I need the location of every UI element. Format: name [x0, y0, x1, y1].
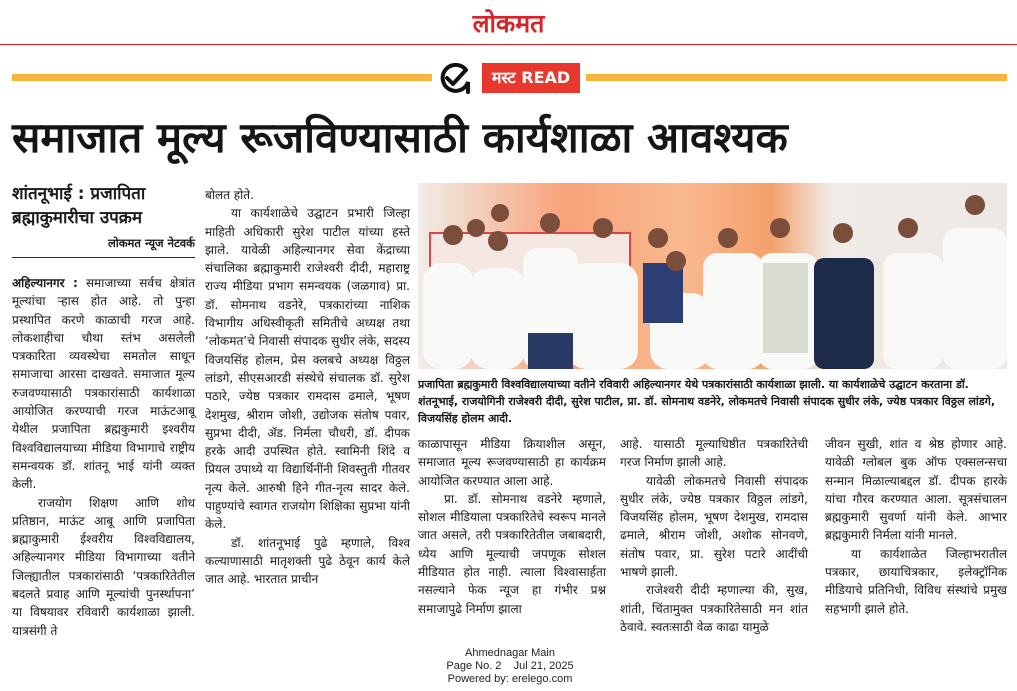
paragraph: डॉ. शांतनूभाई पुढे म्हणाले, विश्व कल्याणासाठी मातृशक्ती पुढे ठेवून कार्य केले जात आहे. भारतात प्राचीन [205, 535, 410, 587]
paragraph: राजयोग शिक्षण आणि शोध प्रतिष्ठान, माऊंट आबू आणि प्रजापिता ब्रह्माकुमारी ईश्वरीय विश्वविद्यालय, अहिल्यानगर मीडिया विभागाच्या वतीने जिल्ह्यातील पत्रकारांसाठी ‘पत्रकारितेतील बदलते प्रवाह आणि मूल्यांची पुनर्स्थापना’ या विषयावर रविवारी कार्यशाळा झाली. यात्रसंगी ते [12, 495, 195, 638]
paragraph: राजेश्वरी दीदी म्हणाल्या की, सुख, शांती, चिंतामुक्त पत्रकारितेसाठी मन शांत ठेवावे. स्वतःसाठी वेळ काढा यामुळे [620, 583, 808, 634]
article-subheadline: शांतनूभाई : प्रजापिता ब्रह्माकुमारीचा उपक्रम [12, 184, 146, 228]
paragraph: प्रा. डॉ. सोमनाथ वडनेरे म्हणाले, सोशल मीडियाला पत्रकारितेचे स्वरूप मानले जात असले, तरी पत्रकारितेतील जबाबदारी, ध्येय आणि मूल्याची जपणूक सोशल मीडियात होत नाही. त्याला विश्वासार्हता नसल्याने फेक न्यूज हा गंभीर प्रश्न समाजापुढे निर्माण झाला [418, 491, 606, 616]
article-headline: समाजात मूल्य रूजविण्यासाठी कार्यशाळा आवश्यक [12, 113, 788, 162]
powered-by: Powered by: erelego.com [447, 673, 573, 685]
paragraph: आहे. यासाठी मूल्याधिष्ठीत पत्रकारितेची गरज निर्माण झाली आहे. [620, 437, 808, 470]
article-column-5 [825, 435, 1007, 618]
event-photo-illustration [418, 183, 1007, 369]
byline: लोकमत न्यूज नेटवर्क [107, 236, 195, 250]
masthead-divider [0, 44, 1017, 45]
byline-divider [12, 257, 195, 258]
paragraph: जीवन सुखी, शांत व श्रेष्ठ होणार आहे. यावेळी ग्लोबल बुक ऑफ एक्सलन्सचा सन्मान मिळाल्याबद्दल डॉ. दीपक हारके यांचा गौरव करण्यात आला. सूत्रसंचालन ब्रह्मकुमारी सुवर्णा यांनी केले. आभार ब्रह्मकुमारी निर्मला यांनी मानले. [825, 437, 1007, 543]
section-bar-left [12, 74, 432, 81]
dateline: अहिल्यानगर : [12, 276, 78, 290]
page-footer [380, 647, 640, 686]
article-column-1 [12, 274, 195, 640]
lokmat-logo: लोकमत [472, 9, 545, 38]
article-column-4 [620, 435, 808, 636]
paragraph: या कार्यशाळेत जिल्हाभरातील पत्रकार, छायाचित्रकार, इलेक्ट्रॉनिक मीडियाचे प्रतिनिधी, विविध संस्थांचे प्रमुख सहभागी झाले होते. [825, 546, 1007, 616]
section-bar-right [586, 74, 1007, 81]
paragraph: समाजाच्या सर्वच क्षेत्रांत मूल्यांचा ऱ्हास होत आहे. तो पुन्हा प्रस्थापित करणे काळाची गरज आहे. लोकशाहीचा चौथा स्तंभ असलेली पत्रकारिता व्यवस्थेचा समतोल साधून समाजाचा आरसा दाखवते. समाजात मूल्य रुजवण्यासाठी पत्रकारांसाठी कार्यशाळा आयोजित करण्याची गरज माऊंटआबू येथील प्रजापिता ब्रह्मकुमारी इश्वरीय विश्वविद्यालयाच्या मीडिया विभागाचे राष्ट्रीय समन्वयक डॉ. शांतनू भाई यांनी व्यक्त केली. [12, 276, 195, 492]
paragraph: या कार्यशाळेचे उद्घाटन प्रभारी जिल्हा माहिती अधिकारी सुरेश पाटील यांच्या हस्ते झाले. यावेळी अहिल्यानगर सेवा केंद्राच्या संचालिका ब्रह्माकुमारी राजेश्वरी दीदी, महाराष्ट्र राज्य मीडिया प्रभाग समन्वयक (जळगाव) प्रा. डॉ. सोमनाथ वडनेरे, पत्रकारांच्या नाशिक विभागीय अधिस्वीकृती समितीचे अध्यक्ष तथा ‘लोकमत’चे निवासी संपादक सुधीर लंके, सदस्य विजयसिंह होलम, प्रेस क्लबचे अध्यक्ष विठ्ठल लांडगे, सीएसआरडी संस्थेचे संचालक डॉ. सुरेश पठारे, ज्येष्ठ पत्रकार रामदास ढमाले, भूषण देशमुख, श्रीराम जोशी, उद्योजक संतोष पवार, सुप्रभा दीदी, ॲड. निर्मला चौधरी, डॉ. दीपक हरके आदी उपस्थित होते. स्वामिनी शिंदे व प्रियल उपाध्ये या विद्यार्थिनींनी शिवस्तुती गीतवर नृत्य केले. आरुषी हिने गीत-नृत्य सादर केले. पाहुण्यांचे स्वागत राजयोग शिक्षिका सुप्रभा यांनी केले. [205, 206, 410, 532]
check-circle-icon [438, 62, 472, 94]
article-column-3 [418, 435, 606, 618]
article-column-2 [205, 186, 410, 589]
page-number: Page No. 2 [446, 660, 502, 672]
event-photo [418, 183, 1007, 369]
photo-caption: प्रजापिता ब्रह्मकुमारी विश्वविद्यालयाच्या वतीने रविवारी अहिल्यानगर येथे पत्रकारांसाठी कार्यशाळा झाली. या कार्यशाळेचे उद्घाटन करताना डॉ. शंतनूभाई, राजयोगिनी राजेश्वरी दीदी, सुरेश पाटील, प्रा. डॉ. सोमनाथ वडनेरे, लोकमतचे निवासी संपादक सुधीर लंके, ज्येष्ठ पत्रकार विठ्ठल लांडगे, विजयसिंह होलम आदी. [418, 378, 996, 425]
paragraph: बोलत होते. [205, 188, 254, 202]
must-read-badge: मस्ट READ [482, 63, 580, 93]
publication-date: Jul 21, 2025 [513, 660, 574, 672]
edition-name: Ahmednagar Main [465, 647, 555, 659]
paragraph: काळापासून मीडिया क्रियाशील असून, समाजात मूल्य रूजवण्यासाठी हा कार्यक्रम आयोजित करण्यात आला आहे. [418, 437, 606, 488]
paragraph: यावेळी लोकमतचे निवासी संपादक सुधीर लंके, ज्येष्ठ पत्रकार विठ्ठल लांडगे, विजयसिंह होलम, भूषण देशमुख, रामदास ढमाले, श्रीराम जोशी, अशोक सोनवणे, संतोष पवार, प्रा. सुरेश पटारे आदींची भाषणे झाली. [620, 473, 808, 580]
